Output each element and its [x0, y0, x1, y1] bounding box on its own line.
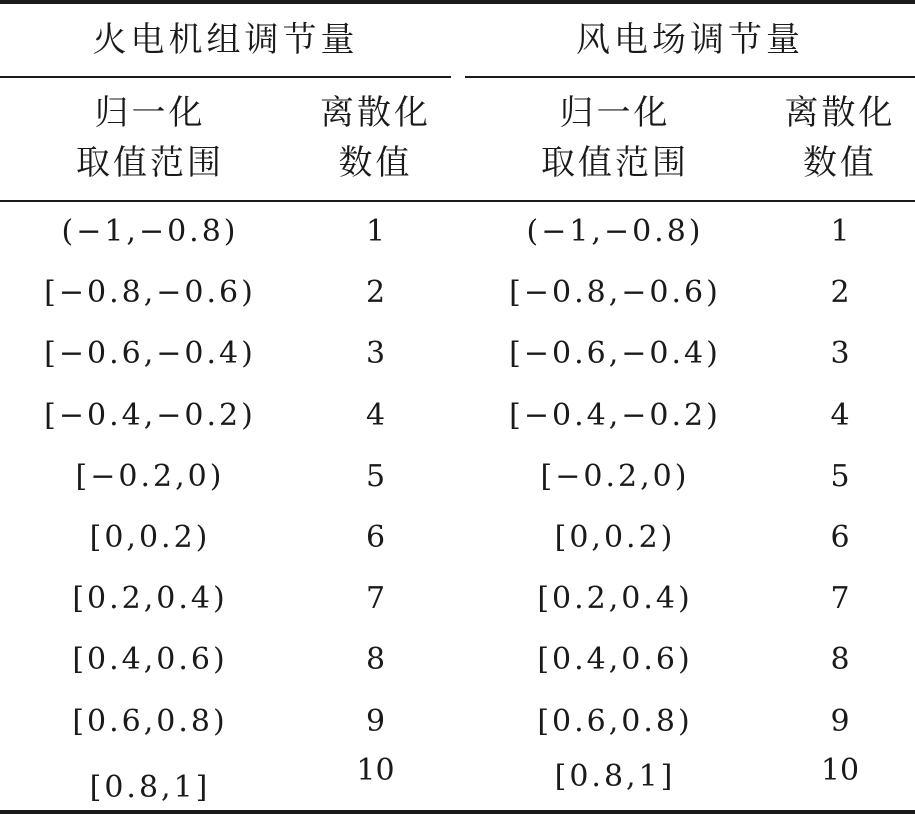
subheader-range-line2: 取值范围 — [541, 143, 689, 183]
subheader-wind-value — [765, 88, 915, 188]
group-header-thermal: 火电机组调节量 — [92, 20, 359, 60]
header-bottom-rule — [0, 200, 915, 202]
subheader-range-line1: 归一化 — [559, 93, 671, 133]
thermal-value-cell: 4 — [365, 397, 386, 433]
subheader-thermal-range — [0, 88, 300, 188]
wind-range-cell: (−1,−0.8) — [526, 214, 704, 249]
subheader-thermal-value — [300, 88, 451, 188]
subheader-range-line1: 归一化 — [94, 93, 206, 133]
thermal-range-cell: [0.8,1] — [89, 769, 211, 805]
wind-range-cell: [−0.6,−0.4) — [509, 336, 721, 372]
wind-value-cell: 4 — [830, 397, 850, 433]
thermal-value-cell: 5 — [365, 458, 386, 494]
wind-range-cell: [0.4,0.6) — [537, 642, 693, 678]
wind-value-cell: 2 — [830, 275, 850, 311]
thermal-value-cell: 9 — [365, 703, 386, 739]
thermal-range-cell: [0,0.2) — [89, 520, 211, 555]
wind-range-cell: [0,0.2) — [554, 520, 676, 555]
group-rule-thermal — [0, 76, 451, 78]
wind-value-cell: 3 — [830, 336, 850, 372]
wind-value-cell: 10 — [820, 752, 860, 788]
wind-range-cell: [0.8,1] — [554, 758, 676, 794]
subheader-value-line1: 离散化 — [320, 93, 431, 133]
subheader-value-line1: 离散化 — [784, 93, 896, 133]
bottom-rule — [0, 810, 915, 814]
thermal-range-cell: [0.4,0.6) — [72, 642, 228, 678]
wind-value-cell: 9 — [830, 703, 850, 739]
group-rule-wind — [465, 76, 915, 78]
thermal-range-cell: [−0.6,−0.4) — [44, 336, 256, 372]
wind-range-cell: [−0.8,−0.6) — [509, 275, 721, 311]
wind-value-cell: 6 — [830, 520, 850, 555]
wind-range-cell: [−0.2,0) — [540, 458, 690, 494]
wind-range-cell: [0.6,0.8) — [537, 703, 693, 739]
wind-value-cell: 1 — [830, 214, 850, 249]
thermal-value-cell: 8 — [365, 642, 386, 678]
thermal-range-cell: (−1,−0.8) — [61, 214, 239, 249]
thermal-value-cell: 10 — [356, 752, 395, 788]
subheader-value-line2: 数值 — [803, 143, 877, 183]
wind-value-cell: 5 — [830, 458, 850, 494]
top-rule — [0, 0, 915, 4]
subheader-wind-range — [465, 88, 765, 188]
wind-range-cell: [−0.4,−0.2) — [509, 397, 721, 433]
subheader-value-line2: 数值 — [338, 143, 413, 183]
thermal-range-cell: [0.2,0.4) — [72, 581, 228, 617]
thermal-range-cell: [−0.8,−0.6) — [44, 275, 256, 311]
group-header-wind: 风电场调节量 — [576, 20, 804, 60]
thermal-range-cell: [−0.2,0) — [75, 458, 225, 494]
thermal-value-cell: 7 — [365, 581, 386, 617]
thermal-value-cell: 2 — [365, 275, 386, 311]
thermal-value-cell: 1 — [365, 214, 386, 249]
thermal-range-cell: [−0.4,−0.2) — [44, 397, 256, 433]
wind-value-cell: 7 — [830, 581, 850, 617]
wind-value-cell: 8 — [830, 642, 850, 678]
subheader-range-line2: 取值范围 — [76, 143, 224, 183]
wind-range-cell: [0.2,0.4) — [537, 581, 693, 617]
thermal-value-cell: 6 — [365, 520, 386, 555]
thermal-value-cell: 3 — [365, 336, 386, 372]
thermal-range-cell: [0.6,0.8) — [72, 703, 228, 739]
